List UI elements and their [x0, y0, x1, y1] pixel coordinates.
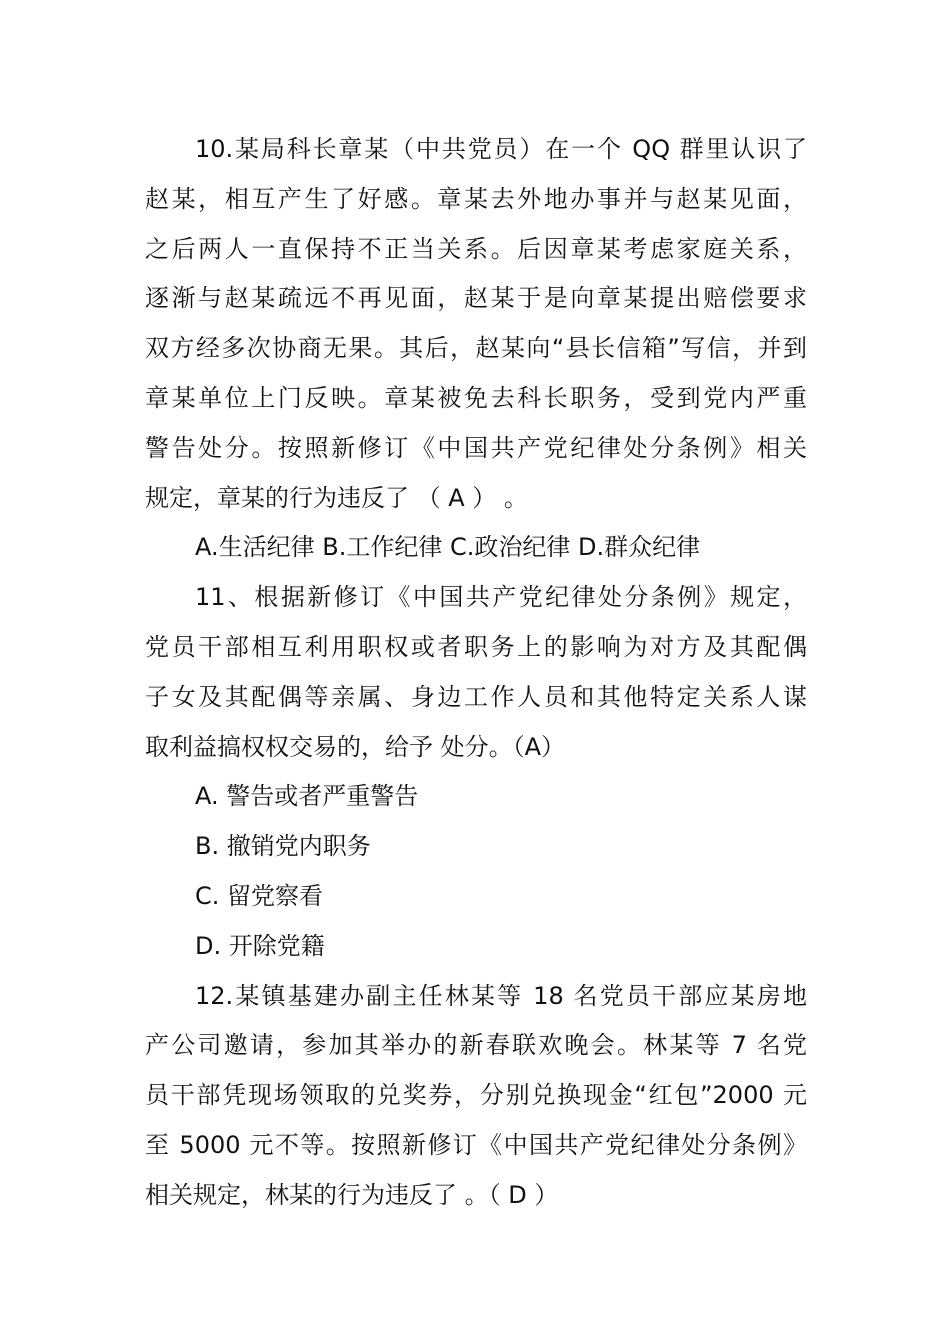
question-12-line-1: 12.某镇基建办副主任林某等 18 名党员干部应某房地: [195, 981, 807, 1010]
question-10-line-8: 规定，章某的行为违反了 （ A ） 。: [145, 483, 528, 512]
question-11-line-3: 子女及其配偶等亲属、身边工作人员和其他特定关系人谋: [145, 682, 807, 711]
question-11-line-2: 党员干部相互利用职权或者职务上的影响为对方及其配偶: [145, 632, 807, 661]
question-12: [145, 972, 807, 1221]
question-10-line-7: 警告处分。按照新修订《中国共产党纪律处分条例》相关: [145, 433, 807, 462]
question-10-line-5: 双方经多次协商无果。其后，赵某向“县长信箱”写信，并到: [145, 334, 807, 363]
question-10-options: A.生活纪律 B.工作纪律 C.政治纪律 D.群众纪律: [195, 533, 701, 562]
question-10-line-1: 10.某局科长章某（中共党员）在一个 QQ 群里认识了: [195, 135, 807, 163]
question-12-line-2: 产公司邀请，参加其举办的新春联欢晚会。林某等 7 名党: [145, 1031, 807, 1060]
question-11-line-4: 取利益搞权权交易的，给予 处分。（A）: [145, 732, 566, 761]
question-12-line-3: 员干部凭现场领取的兑奖券，分别兑换现金“红包”2000 元: [145, 1081, 807, 1110]
question-11-option-b: B. 撤销党内职务: [195, 832, 371, 861]
question-11: [145, 573, 807, 971]
question-11-option-c: C. 留党察看: [195, 881, 324, 910]
question-10-line-6: 章某单位上门反映。章某被免去科长职务，受到党内严重: [145, 383, 807, 412]
document-page: [145, 125, 807, 1221]
question-10-line-2: 赵某，相互产生了好感。章某去外地办事并与赵某见面，: [145, 184, 807, 213]
question-12-line-5: 相关规定，林某的行为违反了 。（ D ）: [145, 1180, 559, 1209]
question-11-option-d: D. 开除党籍: [195, 931, 325, 960]
question-12-line-4: 至 5000 元不等。按照新修订《中国共产党纪律处分条例》: [145, 1130, 807, 1159]
question-10-line-3: 之后两人一直保持不正当关系。后因章某考虑家庭关系，: [145, 234, 807, 263]
question-10-line-4: 逐渐与赵某疏远不再见面，赵某于是向章某提出赔偿要求: [145, 284, 807, 313]
question-11-line-1: 11、根据新修订《中国共产党纪律处分条例》规定，: [195, 583, 807, 612]
question-10: [145, 125, 807, 573]
question-11-option-a: A. 警告或者严重警告: [195, 782, 419, 811]
